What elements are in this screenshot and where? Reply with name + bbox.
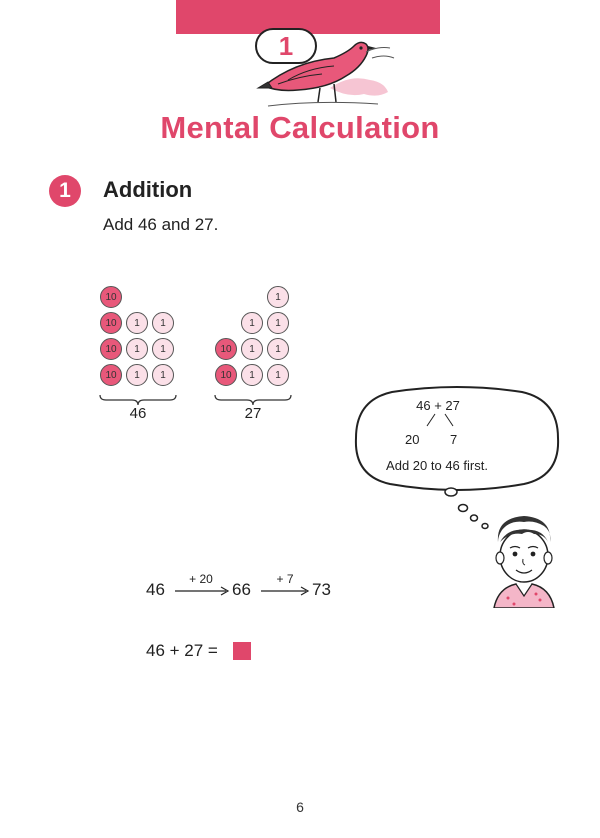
group-label-46: 46 <box>129 405 147 422</box>
instruction-text: Add 46 and 27. <box>103 215 219 234</box>
step1-label: + 20 <box>189 572 213 586</box>
ten-counter: 10 <box>100 364 122 386</box>
boy-illustration <box>488 512 560 608</box>
thought-split-ones: 7 <box>450 432 458 447</box>
step-end-number: 73 <box>312 580 331 599</box>
step1-arrow <box>174 586 230 596</box>
one-counter: 1 <box>267 364 289 386</box>
equation-text: 46 + 27 = <box>146 641 218 660</box>
chapter-number-badge: 1 <box>255 28 317 64</box>
one-counter: 1 <box>241 338 263 360</box>
chapter-title: Mental Calculation <box>160 110 440 145</box>
step-middle-number: 66 <box>232 580 251 599</box>
step-start-number: 46 <box>146 580 165 599</box>
page-number: 6 <box>296 799 304 815</box>
ten-counter: 10 <box>100 312 122 334</box>
one-counter: 1 <box>126 364 148 386</box>
one-counter: 1 <box>126 312 148 334</box>
one-counter: 1 <box>241 364 263 386</box>
section-number-badge: 1 <box>49 175 81 207</box>
one-counter: 1 <box>152 312 174 334</box>
one-counter: 1 <box>152 338 174 360</box>
step2-label: + 7 <box>276 572 294 586</box>
thought-split-tens: 20 <box>405 432 420 447</box>
ten-counter: 10 <box>215 338 237 360</box>
answer-box[interactable] <box>233 642 251 660</box>
section-title: Addition <box>103 177 193 202</box>
ten-counter: 10 <box>100 338 122 360</box>
thought-hint: Add 20 to 46 first. <box>386 458 488 473</box>
one-counter: 1 <box>152 364 174 386</box>
one-counter: 1 <box>267 286 289 308</box>
step2-arrow <box>260 586 310 596</box>
group-label-27: 27 <box>244 405 262 422</box>
one-counter: 1 <box>241 312 263 334</box>
one-counter: 1 <box>126 338 148 360</box>
one-counter: 1 <box>267 312 289 334</box>
ten-counter: 10 <box>215 364 237 386</box>
thought-expression: 46 + 27 <box>416 398 460 413</box>
ten-counter: 10 <box>100 286 122 308</box>
one-counter: 1 <box>267 338 289 360</box>
